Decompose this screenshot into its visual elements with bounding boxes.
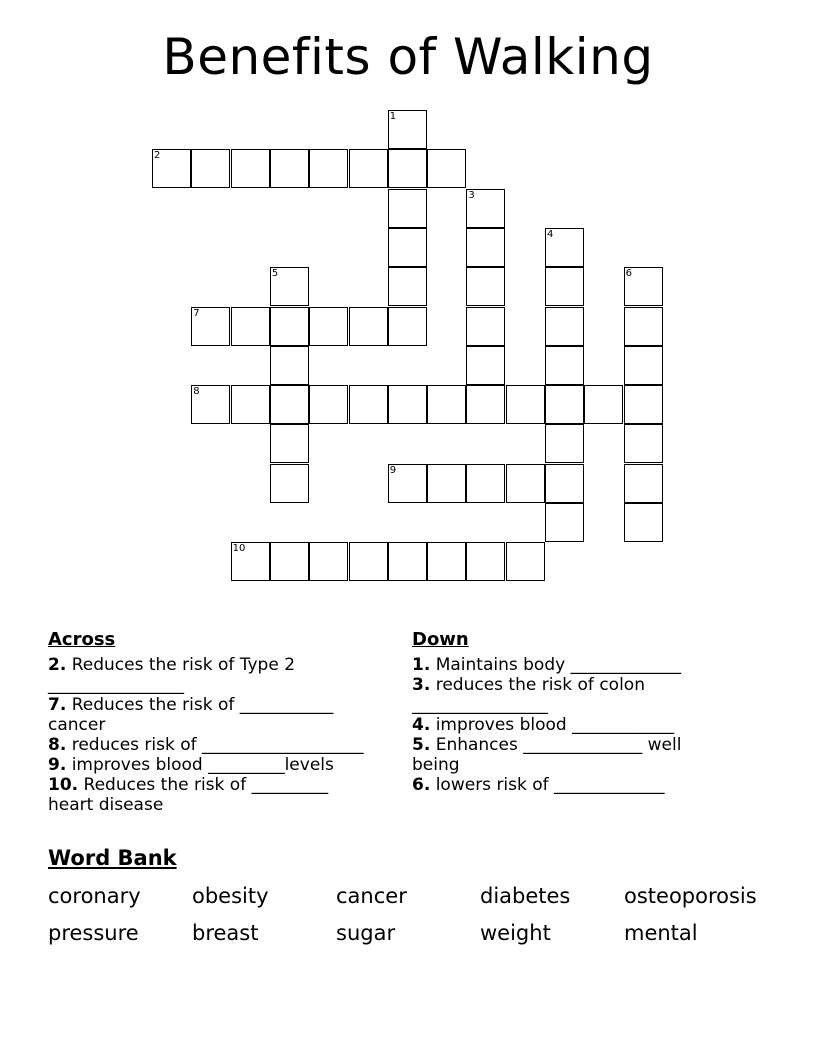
word-bank-word: coronary [48,884,141,908]
word-bank-word: mental [624,921,698,945]
word-bank-word: osteoporosis [624,884,757,908]
grid-cell[interactable] [191,307,230,346]
word-bank-word: breast [192,921,259,945]
grid-cell[interactable] [584,385,623,424]
grid-cell[interactable] [388,542,427,581]
clue-number: 5 [271,268,279,280]
grid-cell[interactable] [427,464,466,503]
grid-cell[interactable] [349,307,388,346]
grid-cell[interactable] [388,464,427,503]
across-clue: 8. reduces risk of ___________________ [48,735,364,755]
grid-cell[interactable] [545,228,584,267]
grid-cell[interactable] [270,385,309,424]
grid-cell[interactable] [191,385,230,424]
word-bank-word: obesity [192,884,269,908]
grid-cell[interactable] [309,542,348,581]
grid-cell[interactable] [427,542,466,581]
down-clue: 1. Maintains body _____________ [412,655,682,675]
word-bank-word: cancer [336,884,407,908]
across-heading: Across [48,629,116,650]
word-bank-word: weight [480,921,551,945]
grid-cell[interactable] [270,267,309,306]
down-heading: Down [412,629,469,650]
grid-cell[interactable] [270,464,309,503]
grid-cell[interactable] [466,307,505,346]
grid-cell[interactable] [466,228,505,267]
grid-cell[interactable] [466,385,505,424]
puzzle-title: Benefits of Walking [162,28,654,86]
grid-cell[interactable] [545,503,584,542]
across-clue: 7. Reduces the risk of ___________ cancer [48,695,334,735]
grid-cell[interactable] [270,149,309,188]
grid-cell[interactable] [466,189,505,228]
clue-number: 4 [547,228,554,240]
grid-cell[interactable] [624,385,663,424]
word-bank-title: Word Bank [48,846,177,870]
word-bank-word: sugar [336,921,396,945]
clue-number: 1 [389,111,397,122]
grid-cell[interactable] [624,267,663,306]
grid-cell[interactable] [545,464,584,503]
grid-cell[interactable] [506,385,545,424]
word-bank-word: diabetes [480,884,571,908]
grid-cell[interactable] [231,307,270,346]
clue-number: 7 [193,307,200,319]
grid-cell[interactable] [624,346,663,385]
grid-cell[interactable] [270,346,309,385]
clue-number: 3 [468,189,475,201]
grid-cell[interactable] [466,542,505,581]
across-clue: 9. improves blood _________levels [48,755,334,775]
grid-cell[interactable] [545,307,584,346]
across-clue-list [48,655,366,815]
clue-number: 6 [625,268,632,280]
grid-cell[interactable] [466,464,505,503]
grid-cell[interactable] [506,542,545,581]
grid-cell[interactable] [427,149,466,188]
grid-cell[interactable] [388,267,427,306]
grid-cell[interactable] [624,503,663,542]
grid-cell[interactable] [427,385,466,424]
grid-cell[interactable] [624,424,663,463]
grid-cell[interactable] [388,110,427,149]
grid-cell[interactable] [152,149,191,188]
grid-cell[interactable] [270,307,309,346]
grid-cell[interactable] [545,424,584,463]
grid-cell[interactable] [545,385,584,424]
grid-cell[interactable] [231,385,270,424]
clue-number: 8 [193,386,200,398]
grid-cell[interactable] [388,189,427,228]
grid-cell[interactable] [506,464,545,503]
grid-cell[interactable] [270,542,309,581]
grid-cell[interactable] [388,385,427,424]
down-clue: 6. lowers risk of _____________ [412,775,665,795]
grid-cell[interactable] [309,307,348,346]
clue-number: 10 [232,543,246,555]
across-clue: 2. Reduces the risk of Type 2 ________________ [48,655,296,695]
grid-cell[interactable] [349,385,388,424]
grid-cell[interactable] [270,424,309,463]
grid-cell[interactable] [545,346,584,385]
clue-number: 9 [389,464,397,476]
down-clue-list [412,655,732,795]
grid-cell[interactable] [191,149,230,188]
down-clue: 3. reduces the risk of colon ________________ [412,675,645,715]
grid-cell[interactable] [309,149,348,188]
clue-number: 2 [154,150,161,162]
grid-cell[interactable] [466,267,505,306]
grid-cell[interactable] [624,307,663,346]
across-clue: 10. Reduces the risk of _________ heart disease [48,775,329,815]
grid-cell[interactable] [388,149,427,188]
grid-cell[interactable] [309,385,348,424]
grid-cell[interactable] [388,307,427,346]
grid-cell[interactable] [466,346,505,385]
grid-cell[interactable] [231,149,270,188]
down-clue: 4. improves blood ____________ [412,715,675,735]
grid-cell[interactable] [349,542,388,581]
grid-cell[interactable] [545,267,584,306]
down-clue: 5. Enhances ______________ well being [412,735,682,775]
grid-cell[interactable] [231,542,270,581]
grid-cell[interactable] [349,149,388,188]
grid-cell[interactable] [388,228,427,267]
word-bank-word: pressure [48,921,139,945]
grid-cell[interactable] [624,464,663,503]
